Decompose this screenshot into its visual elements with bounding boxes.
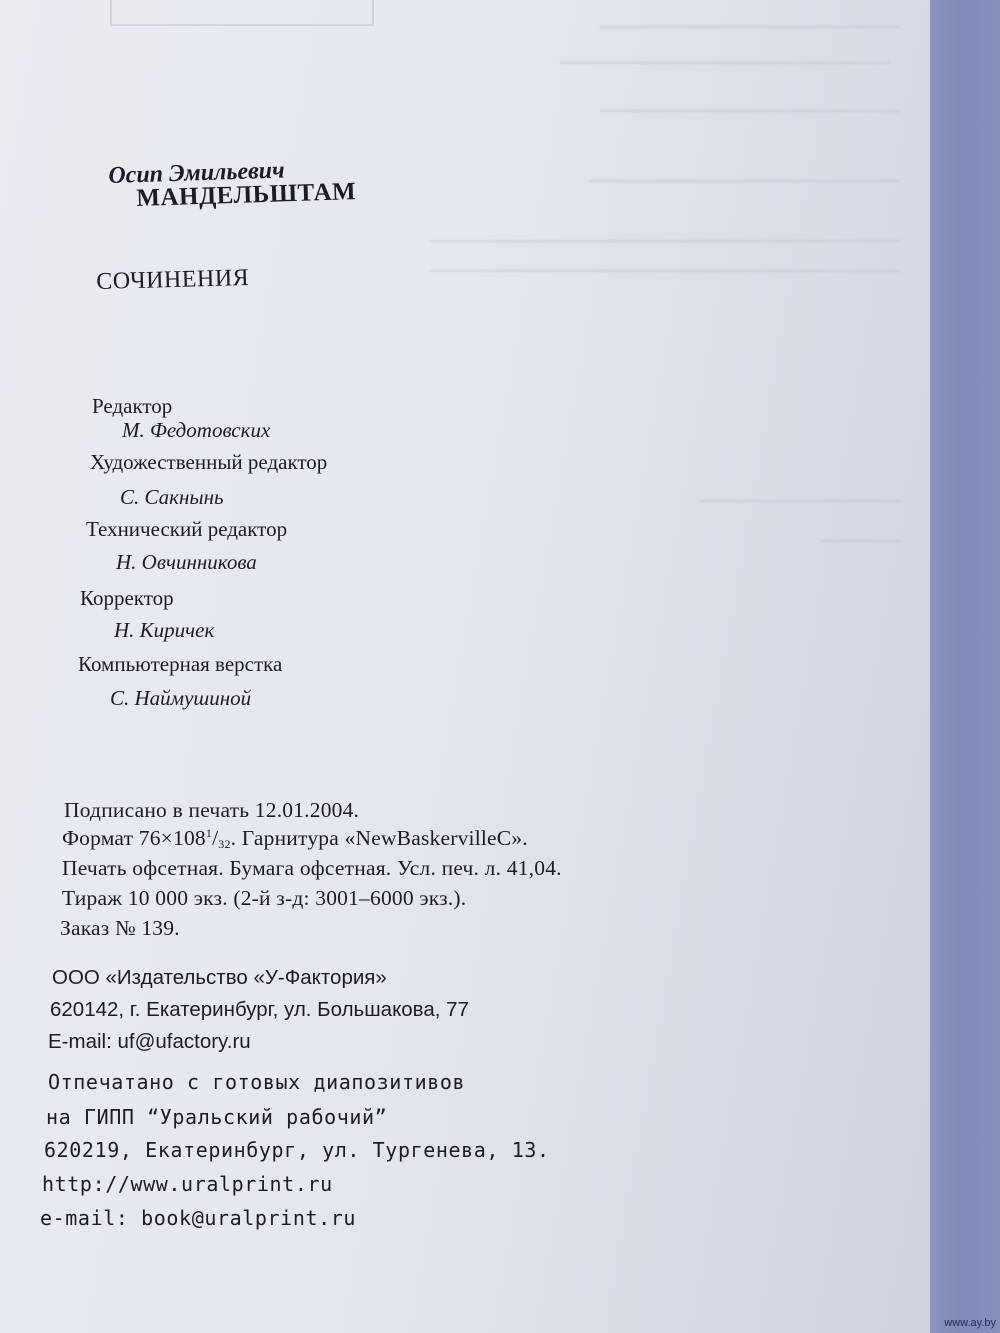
imprint-format-prefix: Формат 76×108 bbox=[62, 826, 206, 850]
imprint-format-denominator: 32 bbox=[218, 837, 231, 851]
show-through-line bbox=[560, 62, 890, 64]
credit-role-layout: Компьютерная верстка bbox=[78, 652, 283, 676]
printer-line-1: Отпечатано с готовых диапозитивов bbox=[48, 1070, 466, 1094]
imprint-signed: Подписано в печать 12.01.2004. bbox=[64, 798, 360, 822]
show-through-tab bbox=[110, 0, 374, 26]
show-through-line bbox=[700, 500, 900, 502]
show-through-line bbox=[600, 110, 900, 112]
show-through-line bbox=[820, 540, 900, 542]
credit-person-proofreader: Н. Киричек bbox=[114, 618, 215, 642]
credit-person-editor: М. Федотовских bbox=[122, 418, 271, 442]
imprint-order: Заказ № 139. bbox=[60, 916, 180, 940]
imprint-run: Тираж 10 000 экз. (2-й з-д: 3001–6000 экз.). bbox=[62, 886, 467, 910]
printer-address: 620219, Екатеринбург, ул. Тургенева, 13. bbox=[44, 1138, 550, 1162]
author-first-names: Осип Эмильевич bbox=[107, 157, 286, 189]
credit-role-editor: Редактор bbox=[92, 394, 173, 418]
publisher-address: 620142, г. Екатеринбург, ул. Большакова, 77 bbox=[50, 998, 469, 1021]
show-through-line bbox=[430, 240, 900, 242]
publisher-name: ООО «Издательство «У-Фактория» bbox=[52, 966, 387, 989]
imprint-print: Печать офсетная. Бумага офсетная. Усл. печ. л. 41,04. bbox=[62, 856, 562, 880]
credit-role-art-editor: Художественный редактор bbox=[90, 450, 328, 474]
credit-person-tech-editor: Н. Овчинникова bbox=[116, 550, 257, 574]
publisher-email: E-mail: uf@ufactory.ru bbox=[48, 1030, 251, 1053]
imprint-format-numerator: 1 bbox=[205, 826, 213, 840]
printer-email: e-mail: book@uralprint.ru bbox=[40, 1206, 357, 1230]
show-through-line bbox=[590, 180, 900, 182]
show-through-line bbox=[600, 26, 900, 28]
credit-person-layout: С. Наймушиной bbox=[110, 686, 252, 710]
printer-line-2: на ГИПП “Уральский рабочий” bbox=[46, 1105, 388, 1129]
author-last-name: МАНДЕЛЬШТАМ bbox=[135, 178, 357, 212]
book-edge bbox=[930, 0, 1000, 1333]
printer-website: http://www.uralprint.ru bbox=[42, 1172, 333, 1196]
imprint-format-suffix: . Гарнитура «NewBaskervilleC». bbox=[230, 826, 528, 850]
credit-role-proofreader: Корректор bbox=[80, 586, 174, 610]
credit-person-art-editor: С. Сакнынь bbox=[120, 485, 224, 509]
work-title: СОЧИНЕНИЯ bbox=[95, 264, 250, 295]
imprint-format: Формат $76\times 108^1/32$. Гарнитура «NewBaskervilleC». bbox=[62, 826, 528, 851]
show-through-line bbox=[430, 270, 900, 272]
site-watermark: www.ay.by bbox=[944, 1317, 996, 1329]
credit-role-tech-editor: Технический редактор bbox=[86, 517, 288, 541]
